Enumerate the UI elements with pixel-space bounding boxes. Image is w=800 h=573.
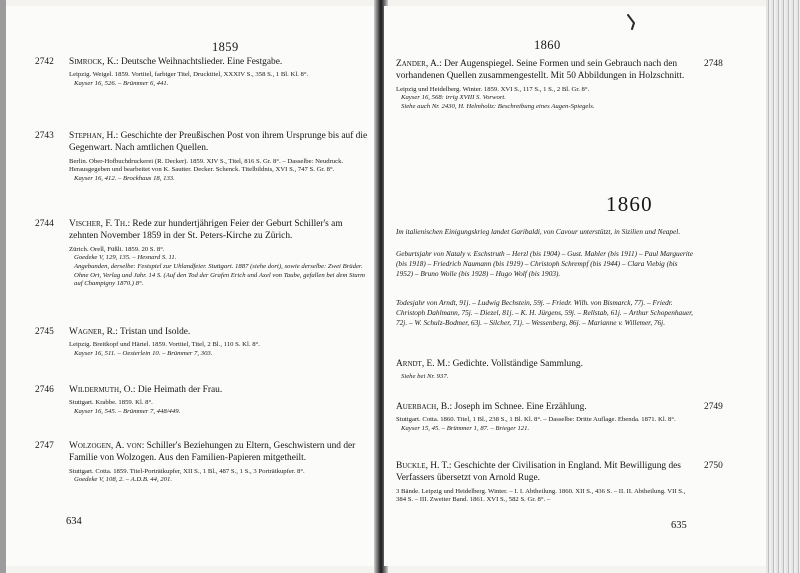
left-running-head: 1859: [212, 40, 239, 54]
right-page-number: 635: [671, 520, 687, 531]
section-year: 1860: [606, 192, 653, 216]
entry-references: Goedeke V, 129, 135. – Hesnard S. 11.: [74, 254, 177, 262]
entry-publication: Stuttgart. Cotta. 1860. Titel, 1 Bl., 238 S., 1 Bl. Kl. 8°. – Dasselbe: Dritte Auflage. Ebenda. 1871. Kl. 8°.: [396, 416, 676, 424]
entry-author: Arndt, E. M.:: [396, 359, 451, 369]
entry-publication: Berlin. Ober-Hofbuchdruckerei (R. Decker). 1859. XIV S., Titel, 816 S. Gr. 8°. – Dasselbe: Neudruck. Herausgegeben und bearbeitet von K. Sautter. Decker. Schenck. Titelbildnis, XVI S., 747 S. Gr. 8°.: [69, 157, 344, 174]
entry-title: Der Augenspiegel. Seine Formen und sein Gebrauch nach den vorhandenen Quellen zusammengestellt. Mit 50 Abbildungen in Holzschnitt.: [396, 59, 685, 82]
section-intro: Im italienischen Einigungskrieg landet Garibaldi, von Cavour unterstützt, in Sizilien und Neapel.: [396, 227, 681, 236]
entry-references: Kayser 15, 45. – Brümmer 1, 87. – Brieger 121.: [401, 425, 530, 432]
left-page-number: 634: [66, 516, 82, 527]
entry-title: Tristan und Isolde.: [120, 327, 191, 337]
entry-number: 2748: [704, 59, 723, 69]
catalog-entry-2746: [35, 384, 365, 417]
entry-references: Kayser 16, 412. – Brockhaus 18, 133.: [74, 175, 175, 182]
entry-references: Kayser 16, 568: irrig XVIII S. Vorwort.: [401, 94, 506, 102]
entry-author: Stephan, H.:: [69, 131, 119, 141]
catalog-entry-2742: [35, 56, 365, 89]
entry-author: Wolzogen, A. von:: [69, 441, 145, 451]
catalog-entry-2749: [396, 401, 723, 434]
catalog-entry-2744: [35, 218, 369, 289]
entry-publication: Zürich. Orell, Füßli. 1859. 20 S. 8°.: [69, 245, 165, 253]
entry-title: Deutsche Weihnachtslieder. Eine Festgabe.: [120, 57, 283, 67]
entry-references: Goedeke V, 108, 2. – A.D.B. 44, 201.: [74, 476, 173, 484]
entry-number: 2747: [35, 441, 54, 451]
entry-author: Wildermuth, O.:: [69, 385, 136, 395]
entry-publication: Leipzig und Heidelberg. Winter. 1859. XVI S., 117 S., 1 S., 2 Bl. Gr. 8°.: [396, 85, 590, 93]
entry-references: Kayser 16, 511. – Oesterlein 10. – Brümmer 7, 303.: [74, 350, 213, 357]
entry-title: Die Heimath der Frau.: [137, 385, 223, 395]
catalog-entry-2745: [35, 326, 365, 359]
entry-note: Angebunden, derselbe: Festspiel zur Uhlandfeier. Stuttgart. 1887 (siehe dort), sowie derselbe: Zwei Brüder. Ohne Ort, Verlag und Jahr. 14 S. (Auf den Tod der Grafen Erich und Axel von Taube, gefallen bei dem Sturm auf Champigny 1870.) 8°.: [74, 263, 365, 288]
entry-author: Buckle, H. T.:: [396, 461, 452, 471]
right-page-edge: [766, 0, 800, 573]
catalog-entry-2747: [35, 440, 369, 485]
entry-title: Joseph im Schnee. Eine Erzählung.: [454, 402, 587, 412]
right-running-head: 1860: [534, 38, 561, 52]
ink-mark-icon: [626, 14, 638, 30]
entry-publication: Leipzig. Breitkopf und Härtel. 1859. Vortitel, Titel, 2 Bl., 110 S. Kl. 8°.: [69, 341, 260, 349]
entry-note: Siehe bei Nr. 937.: [401, 373, 449, 381]
entry-publication: Leipzig. Weigel. 1859. Vortitel, farbiger Titel, Drucktitel, XXXIV S., 358 S., 1 Bl. Kl. 8°.: [69, 71, 309, 79]
entry-number: 2749: [704, 402, 723, 412]
entry-title: Geschichte der Civilisation in England. Mit Bewilligung des Verfassers übersetzt von Arnold Ruge.: [396, 461, 681, 484]
entry-note: Siehe auch Nr. 2430, H. Helmholtz: Beschreibung eines Augen-Spiegels.: [401, 103, 595, 110]
entry-title: Gedichte. Vollständige Sammlung.: [452, 359, 583, 369]
birth-years: Geburtsjahr von Nataly v. Eschstruth – Herzl (bis 1904) – Gust. Mahler (bis 1911) – Paul Marguerite (bis 1918) – Friedrich Naumann (bis 1919) – Christoph Schrempf (bis 1944) – Clara Viebig (bis 1952) – Bruno Wolle (bis 1928) – Hugo Wolf (bis 1903).: [396, 249, 693, 279]
right-page: [384, 6, 766, 566]
entry-number: 2744: [35, 219, 54, 229]
entry-title: Rede zur hundertjährigen Feier der Geburt Schiller's am zehnten November 1859 in der St. Peters-Kirche zu Zürich.: [69, 219, 343, 242]
left-page: [6, 6, 378, 566]
entry-publication: 3 Bände. Leipzig und Heidelberg. Winter. – I. I. Abtheilung. 1860. XII S., 436 S. – II. II. Abtheilung. VII S., 384 S. – III. Zweiter Band. 1861. XVI S., 582 S. Gr. 8°. –: [396, 487, 686, 504]
entry-title: Schiller's Beziehungen zu Eltern, Geschwistern und der Familie von Wolzogen. Aus den Familien-Papieren mitgetheilt.: [69, 441, 356, 464]
entry-title: Geschichte der Preußischen Post von ihrem Ursprunge bis auf die Gegenwart. Nach amtlichen Quellen.: [69, 131, 368, 154]
entry-publication: Stuttgart. Cotta. 1859. Titel-Porträtkupfer, XII S., 1 Bl., 487 S., 1 S., 3 Porträtkupfer. 8°.: [69, 467, 305, 475]
catalog-entry-2743: [35, 130, 369, 184]
catalog-entry-arndt: [396, 358, 696, 382]
catalog-entry-2750: [396, 460, 723, 505]
entry-author: Wagner, R.:: [69, 327, 118, 337]
entry-author: Zander, A.:: [396, 59, 442, 69]
entry-number: 2750: [704, 461, 723, 471]
entry-author: Simrock, K.:: [69, 57, 119, 67]
death-years: Todesjahr von Arndt, 91j. – Ludwig Bechstein, 59j. – Friedr. Wilh. von Bismarck, 77j. – Friedr. Christoph Dahlmann, 75j. – Diezel, 81j. – K. H. Jürgens, 59j. – Rellstab, 61j. – Arthur Schopenhauer, 72j. – W. Schulz-Bodmer, 63j. – Silcher, 71j. – Wessenberg, 86j. – Marianne v. Willemer, 76j.: [396, 298, 693, 328]
entry-author: Vischer, F. Th.:: [69, 219, 131, 229]
entry-number: 2746: [35, 385, 54, 395]
entry-number: 2745: [35, 327, 54, 337]
entry-references: Kayser 16, 526. – Brümmer 6, 441.: [74, 80, 169, 87]
entry-publication: Stuttgart. Krabbe. 1859. Kl. 8°.: [69, 399, 153, 407]
entry-references: Kayser 16, 545. – Brümmer 7, 448/449.: [74, 408, 181, 415]
catalog-entry-2748: [396, 58, 723, 112]
entry-number: 2743: [35, 131, 54, 141]
entry-author: Auerbach, B.:: [396, 402, 453, 412]
entry-number: 2742: [35, 57, 54, 67]
